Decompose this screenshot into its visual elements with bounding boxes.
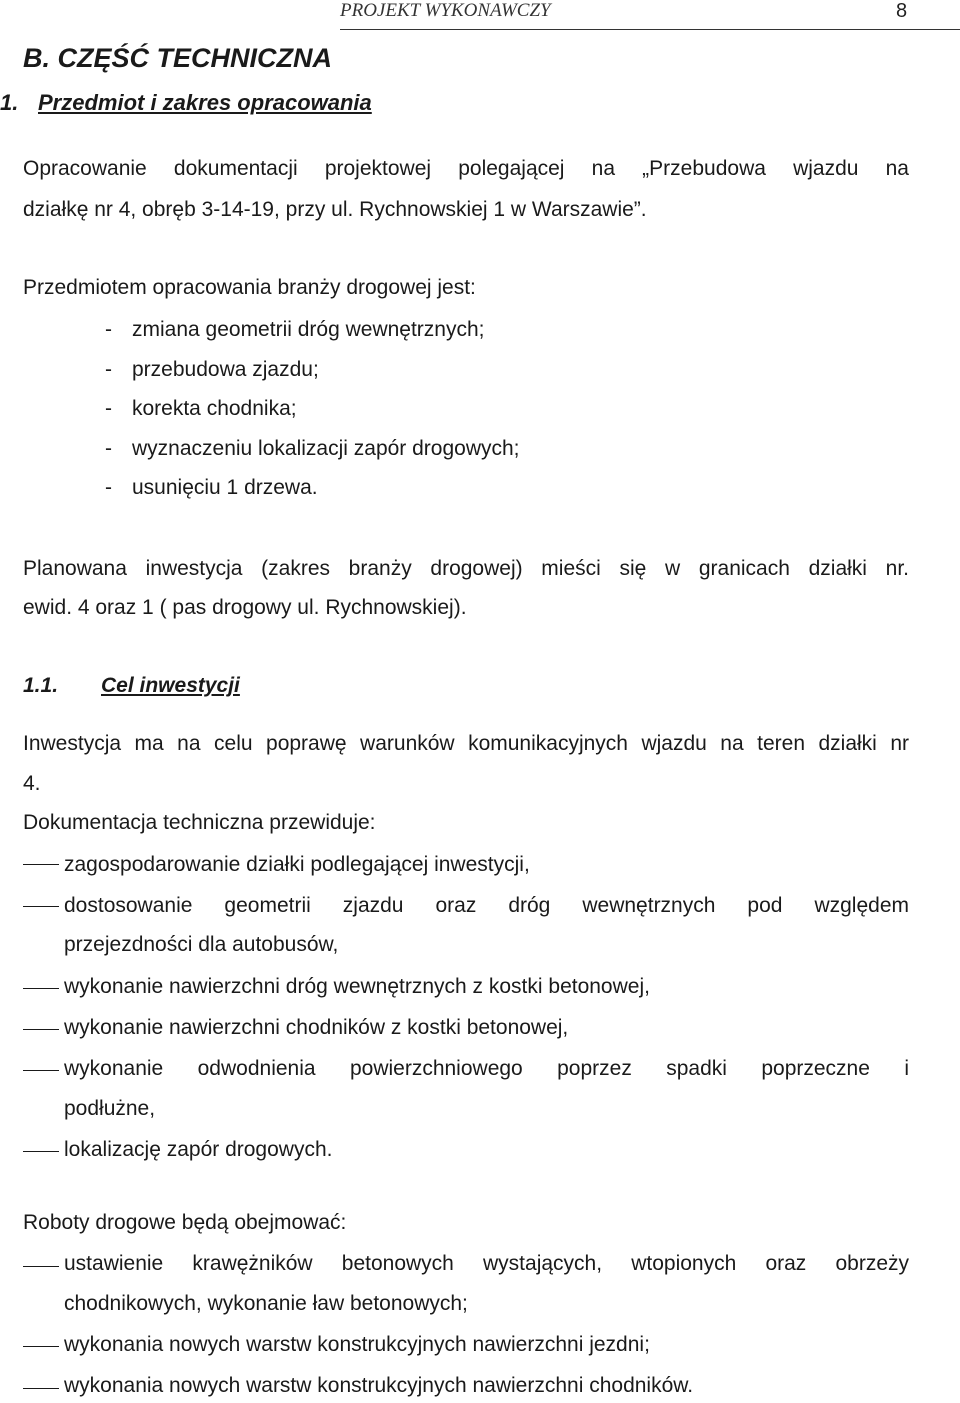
subsection-1-1-number: 1.1. — [23, 674, 59, 697]
intro-line-2: działkę nr 4, obręb 3-14-19, przy ul. Rychnowskiej 1 w Warszawie”. — [23, 198, 647, 221]
subsection-1-1-heading — [23, 674, 240, 698]
dash-bullet — [23, 1388, 59, 1389]
running-header-title: PROJEKT WYKONAWCZY — [340, 0, 551, 21]
dash-bullet — [23, 1151, 59, 1152]
dash-bullet — [23, 1346, 59, 1347]
planned-line-2: ewid. 4 oraz 1 ( pas drogowy ul. Rychnowskiej). — [23, 596, 467, 619]
scope-item: zmiana geometrii dróg wewnętrznych; — [132, 318, 485, 341]
docs-item: wykonanie nawierzchni chodników z kostki betonowej, — [64, 1016, 569, 1039]
scope-dash: - — [105, 476, 112, 499]
scope-dash: - — [105, 358, 112, 381]
scope-dash: - — [105, 318, 112, 341]
scope-item: przebudowa zjazdu; — [132, 358, 319, 381]
dash-bullet — [23, 1070, 59, 1071]
docs-item: lokalizację zapór drogowych. — [64, 1138, 333, 1161]
intro-line-1: Opracowanie dokumentacji projektowej polegającej na „Przebudowa wjazdu na — [23, 157, 909, 180]
page-number: 8 — [896, 0, 908, 22]
docs-item-cont: przejezdności dla autobusów, — [64, 933, 339, 956]
goal-line-1: Inwestycja ma na celu poprawę warunków komunikacyjnych wjazdu na teren działki nr — [23, 732, 909, 755]
subsection-heading — [0, 90, 372, 116]
dash-bullet — [23, 1029, 59, 1030]
dash-bullet — [23, 1266, 59, 1267]
scope-item: wyznaczeniu lokalizacji zapór drogowych; — [132, 437, 520, 460]
docs-item: zagospodarowanie działki podlegającej inwestycji, — [64, 853, 530, 876]
planned-line-1: Planowana inwestycja (zakres branży drogowej) mieści się w granicach działki nr. — [23, 557, 909, 580]
scope-lead: Przedmiotem opracowania branży drogowej jest: — [23, 276, 476, 299]
subsection-1-1-title: Cel inwestycji — [101, 674, 240, 697]
scope-dash: - — [105, 437, 112, 460]
scope-item: korekta chodnika; — [132, 397, 297, 420]
dash-bullet — [23, 864, 59, 865]
works-item-cont: chodnikowych, wykonanie ław betonowych; — [64, 1292, 468, 1315]
works-lead: Roboty drogowe będą obejmować: — [23, 1211, 347, 1234]
works-item: wykonania nowych warstw konstrukcyjnych nawierzchni chodników. — [64, 1374, 694, 1397]
works-item: ustawienie krawężników betonowych wystających, wtopionych oraz obrzeży — [64, 1252, 909, 1275]
subsection-number: 1. — [0, 90, 19, 115]
docs-item-cont: podłużne, — [64, 1097, 156, 1120]
scope-item: usunięciu 1 drzewa. — [132, 476, 318, 499]
docs-item: wykonanie odwodnienia powierzchniowego poprzez spadki poprzeczne i — [64, 1057, 909, 1080]
dash-bullet — [23, 988, 59, 989]
section-title: B. CZĘŚĆ TECHNICZNA — [23, 43, 332, 73]
dash-bullet — [23, 906, 59, 907]
header-rule — [340, 29, 960, 30]
docs-item: wykonanie nawierzchni dróg wewnętrznych z kostki betonowej, — [64, 975, 650, 998]
works-item: wykonania nowych warstw konstrukcyjnych nawierzchni jezdni; — [64, 1333, 650, 1356]
docs-item: dostosowanie geometrii zjazdu oraz dróg wewnętrznych pod względem — [64, 894, 909, 917]
subsection-title: Przedmiot i zakres opracowania — [38, 90, 372, 115]
docs-lead: Dokumentacja techniczna przewiduje: — [23, 811, 376, 834]
goal-line-2: 4. — [23, 772, 41, 795]
scope-dash: - — [105, 397, 112, 420]
